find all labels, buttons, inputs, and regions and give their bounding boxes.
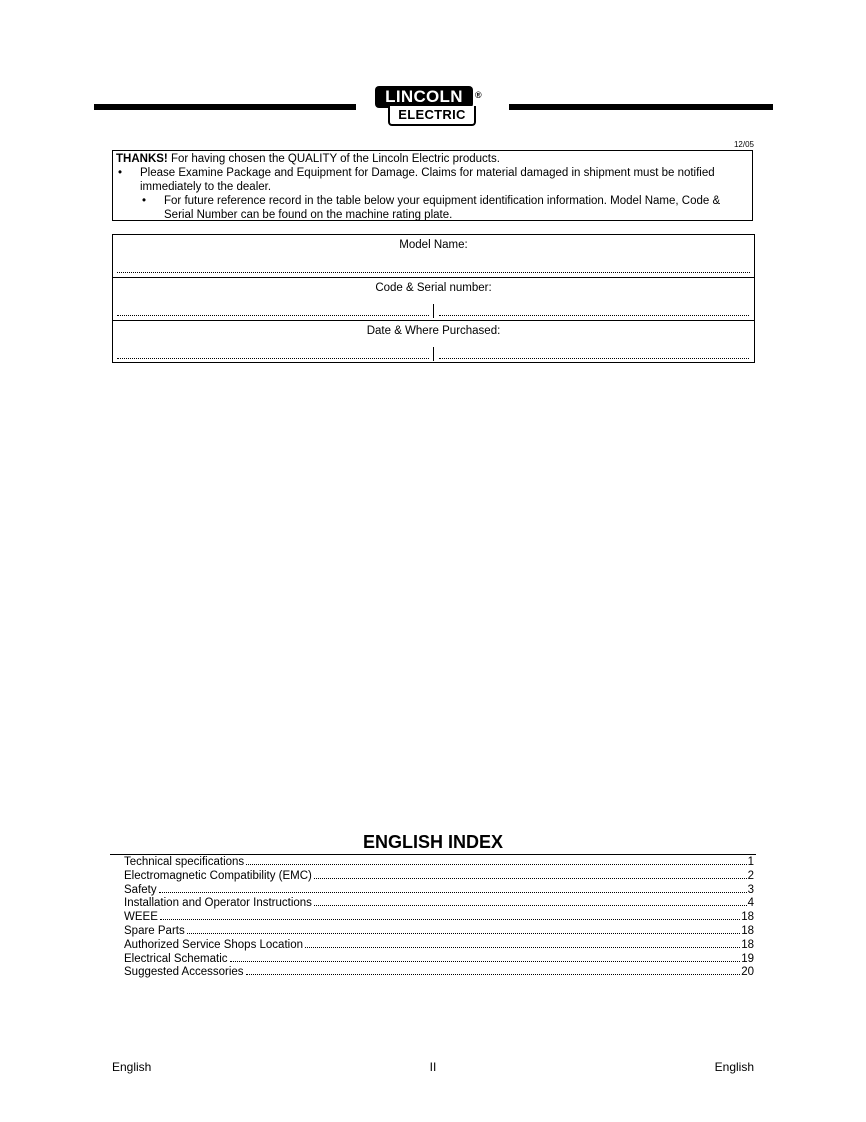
model-name-row	[113, 235, 754, 277]
code-field[interactable]	[117, 315, 429, 316]
index-entry[interactable]	[124, 966, 754, 980]
code-serial-label: Code & Serial number:	[375, 282, 492, 294]
index-leader-dots	[159, 892, 747, 893]
registered-mark: ®	[475, 90, 482, 100]
model-name-field[interactable]	[117, 272, 750, 273]
index-entry-title: Suggested Accessories	[124, 966, 244, 979]
bullet-inspect: • Please Examine Package and Equipment for Damage. Claims for material damaged in shipment must be notified	[116, 166, 749, 180]
index-entry-page: 18	[741, 938, 754, 951]
index-entry-title: Authorized Service Shops Location	[124, 938, 303, 951]
index-entry-page: 18	[741, 911, 754, 924]
index-entry-page: 4	[747, 897, 754, 910]
index-leader-dots	[187, 933, 740, 934]
purchase-place-field[interactable]	[439, 358, 749, 359]
bullet-record: • For future reference record in the table below your equipment identification information. Model Name, Code &	[116, 194, 749, 208]
logo-top-block	[375, 86, 473, 108]
index-entry-title: Technical specifications	[124, 856, 245, 868]
index-entry[interactable]	[124, 856, 754, 870]
logo-bottom-block	[388, 106, 476, 126]
index-entry-title: Safety	[124, 883, 157, 896]
field-separator	[433, 347, 434, 361]
index-entry-page: 18	[741, 924, 754, 937]
serial-field[interactable]	[439, 315, 749, 316]
header-rule-right	[509, 104, 773, 110]
thanks-notice	[112, 150, 753, 221]
field-separator	[433, 304, 434, 318]
header-rule-left	[94, 104, 356, 110]
index-entry[interactable]	[124, 884, 754, 898]
model-name-label: Model Name:	[399, 239, 468, 251]
logo-top-text: LINCOLN	[385, 87, 463, 106]
footer-left-language: English	[112, 1060, 152, 1074]
index-entry-page: 2	[747, 869, 754, 882]
index-entry-title: Installation and Operator Instructions	[124, 897, 312, 910]
date-purchase-label: Date & Where Purchased:	[366, 325, 501, 337]
index-leader-dots	[314, 905, 747, 906]
index-leader-dots	[246, 864, 746, 865]
index-entry-title: WEEE	[124, 911, 158, 924]
index-entry-page: 19	[741, 952, 754, 965]
index-entry-page: 3	[747, 883, 754, 896]
bullet-record-cont: Serial Number can be found on the machine rating plate.	[164, 209, 453, 221]
index-entry[interactable]	[124, 925, 754, 939]
code-serial-row	[113, 277, 754, 320]
equipment-record-table	[112, 234, 755, 363]
index-entry-title: Electrical Schematic	[124, 952, 228, 965]
thanks-lead-rest: For having chosen the QUALITY of the Lincoln Electric products.	[167, 153, 500, 165]
index-leader-dots	[246, 974, 741, 975]
index-entry[interactable]	[124, 870, 754, 884]
index-entry-page: 20	[741, 966, 754, 979]
index-entry-title: Electromagnetic Compatibility (EMC)	[124, 869, 312, 882]
thanks-line	[116, 152, 749, 166]
thanks-lead: THANKS!	[116, 153, 168, 165]
lincoln-electric-logo	[375, 86, 485, 128]
index-entry-page: 1	[747, 856, 754, 868]
index-list	[124, 856, 754, 980]
index-entry[interactable]	[124, 939, 754, 953]
index-leader-dots	[305, 947, 740, 948]
index-entry[interactable]	[124, 953, 754, 967]
footer-right-language: English	[714, 1060, 754, 1074]
logo-bottom-text: ELECTRIC	[398, 107, 466, 122]
index-entry[interactable]	[124, 897, 754, 911]
date-field[interactable]	[117, 358, 429, 359]
date-purchase-row	[113, 320, 754, 363]
index-entry[interactable]	[124, 911, 754, 925]
index-leader-dots	[314, 878, 747, 879]
index-entry-title: Spare Parts	[124, 924, 185, 937]
index-leader-dots	[160, 919, 740, 920]
bullet-inspect-cont: immediately to the dealer.	[140, 181, 272, 193]
footer-page-number: II	[429, 1060, 437, 1074]
index-title: ENGLISH INDEX	[362, 832, 504, 852]
revision-date: 12/05	[733, 140, 754, 149]
index-leader-dots	[230, 961, 741, 962]
index-rule	[110, 854, 756, 855]
